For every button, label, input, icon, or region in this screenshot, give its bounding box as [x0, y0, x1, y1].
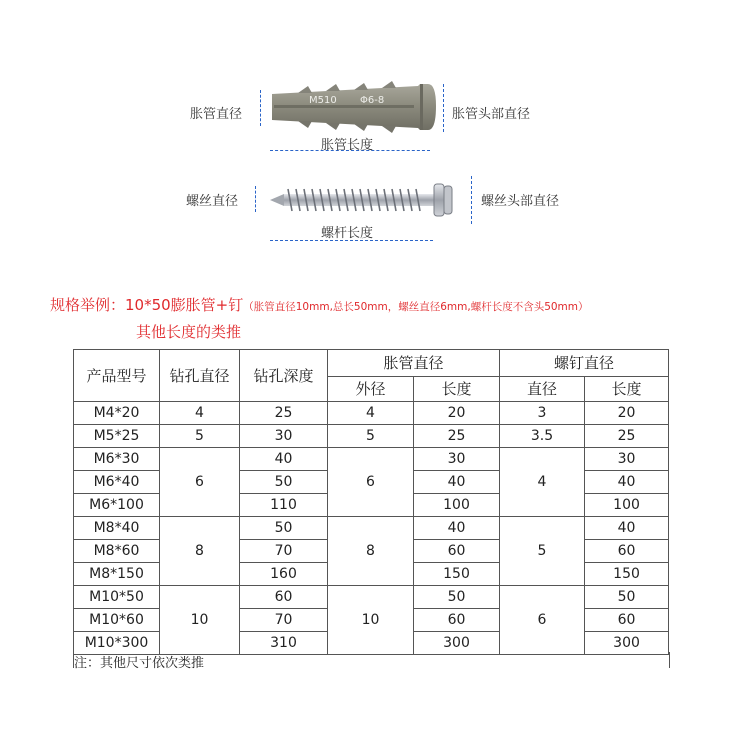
cell-screw-length: 300 [585, 632, 669, 655]
cell-drill: 5 [160, 425, 240, 448]
table-row [74, 448, 669, 471]
cell-screw-diameter: 5 [500, 517, 585, 586]
header-drill-diameter: 钻孔直径 [160, 350, 240, 402]
table-note: 注：其他尺寸依次类推 [74, 656, 205, 671]
cell-sleeve-length: 100 [414, 494, 500, 517]
sleeve-length-label: 胀管长度 [321, 138, 374, 153]
screw-head-diameter-label: 螺丝头部直径 [481, 194, 560, 209]
cell-outer: 10 [328, 586, 414, 655]
cell-depth: 40 [240, 448, 328, 471]
cell-sleeve-length: 20 [414, 402, 500, 425]
wall-plug-illustration [268, 76, 444, 138]
header-sleeve-outer: 外径 [328, 377, 414, 402]
cell-model: M10*300 [74, 632, 160, 655]
cell-model: M10*60 [74, 609, 160, 632]
cell-sleeve-length: 30 [414, 448, 500, 471]
cell-screw-length: 50 [585, 586, 669, 609]
cell-model: M8*60 [74, 540, 160, 563]
cell-sleeve-length: 150 [414, 563, 500, 586]
sleeve-diameter-label: 胀管直径 [190, 107, 243, 122]
cell-screw-length: 60 [585, 540, 669, 563]
cell-outer: 6 [328, 448, 414, 517]
cell-depth: 50 [240, 517, 328, 540]
sleeve-diameter-marker [260, 90, 261, 126]
cell-screw-length: 40 [585, 517, 669, 540]
cell-depth: 110 [240, 494, 328, 517]
cell-depth: 70 [240, 540, 328, 563]
cell-screw-diameter: 3.5 [500, 425, 585, 448]
spec-example-detail: （胀管直径10mm,总长50mm，螺丝直径6mm,螺杆长度不含头50mm） [243, 301, 589, 313]
screw-diameter-label: 螺丝直径 [186, 194, 239, 209]
spec-table [73, 349, 669, 655]
header-sleeve-length: 长度 [414, 377, 500, 402]
spec-example-line1 [50, 294, 589, 315]
header-model: 产品型号 [74, 350, 160, 402]
cell-screw-diameter: 3 [500, 402, 585, 425]
cell-outer: 4 [328, 402, 414, 425]
cell-sleeve-length: 60 [414, 540, 500, 563]
cell-screw-diameter: 6 [500, 586, 585, 655]
table-row [74, 586, 669, 609]
cell-screw-length: 20 [585, 402, 669, 425]
cell-sleeve-length: 300 [414, 632, 500, 655]
spec-example-lead: 规格举例：10*50膨胀管+钉 [50, 296, 244, 314]
cell-outer: 5 [328, 425, 414, 448]
cell-screw-length: 25 [585, 425, 669, 448]
cell-drill: 6 [160, 448, 240, 517]
cell-model: M4*20 [74, 402, 160, 425]
cell-depth: 310 [240, 632, 328, 655]
shank-length-label: 螺杆长度 [321, 226, 374, 241]
sleeve-head-diameter-marker [443, 84, 444, 132]
cell-sleeve-length: 40 [414, 471, 500, 494]
header-screw-length: 长度 [585, 377, 669, 402]
cell-screw-length: 150 [585, 563, 669, 586]
cell-model: M8*40 [74, 517, 160, 540]
cell-model: M6*30 [74, 448, 160, 471]
cell-screw-length: 40 [585, 471, 669, 494]
table-row [74, 402, 669, 425]
cell-sleeve-length: 60 [414, 609, 500, 632]
cell-depth: 60 [240, 586, 328, 609]
screw-drawing [268, 180, 464, 220]
sleeve-head-diameter-label: 胀管头部直径 [452, 107, 531, 122]
header-sleeve-group: 胀管直径 [328, 350, 500, 377]
table-row [74, 425, 669, 448]
spec-example-line2: 其他长度的类推 [136, 323, 242, 341]
cell-depth: 160 [240, 563, 328, 586]
sleeve-marking-right: Φ6-8 [360, 95, 385, 106]
cell-screw-length: 60 [585, 609, 669, 632]
cell-drill: 8 [160, 517, 240, 586]
cell-depth: 50 [240, 471, 328, 494]
cell-model: M6*40 [74, 471, 160, 494]
screw-illustration [268, 180, 464, 220]
cell-model: M8*150 [74, 563, 160, 586]
header-screw-diameter: 直径 [500, 377, 585, 402]
cell-screw-diameter: 4 [500, 448, 585, 517]
wall-plug-drawing [268, 76, 444, 138]
table-row [74, 517, 669, 540]
cell-screw-length: 100 [585, 494, 669, 517]
sleeve-marking-left: M510 [309, 95, 337, 106]
cell-sleeve-length: 25 [414, 425, 500, 448]
cell-drill: 4 [160, 402, 240, 425]
cell-sleeve-length: 50 [414, 586, 500, 609]
cell-outer: 8 [328, 517, 414, 586]
cell-depth: 70 [240, 609, 328, 632]
screw-diameter-marker [255, 186, 256, 212]
cell-sleeve-length: 40 [414, 517, 500, 540]
cell-depth: 25 [240, 402, 328, 425]
cell-depth: 30 [240, 425, 328, 448]
header-drill-depth: 钻孔深度 [240, 350, 328, 402]
cell-model: M10*50 [74, 586, 160, 609]
cell-model: M6*100 [74, 494, 160, 517]
cell-model: M5*25 [74, 425, 160, 448]
header-screw-group: 螺钉直径 [500, 350, 669, 377]
cell-drill: 10 [160, 586, 240, 655]
screw-head-diameter-marker [471, 176, 472, 224]
cell-screw-length: 30 [585, 448, 669, 471]
